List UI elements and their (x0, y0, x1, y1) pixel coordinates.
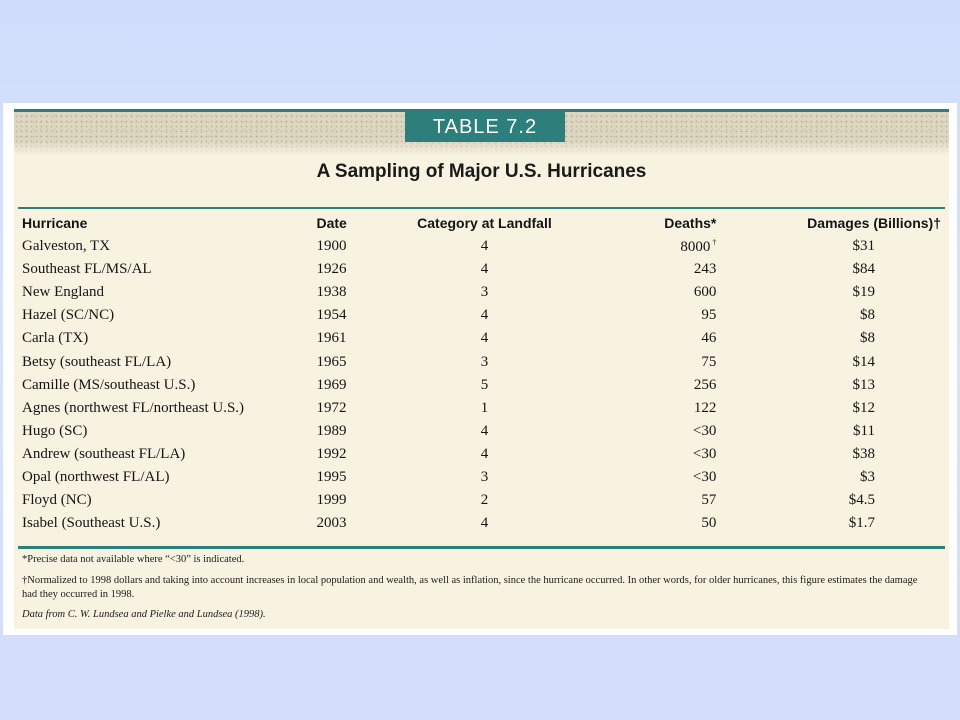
category-cell-text: 3 (480, 468, 489, 485)
category-cell-text: 3 (480, 284, 489, 301)
deaths-cell (604, 350, 716, 373)
date-cell-text: 1972 (316, 399, 347, 416)
column-header-category: Category at Landfall (417, 214, 552, 231)
deaths-cell (604, 512, 716, 535)
damages-cell-text: $31 (852, 238, 875, 255)
damages-cell (716, 258, 945, 281)
date-cell-text: 1961 (316, 330, 347, 347)
table-row (18, 304, 945, 327)
deaths-cell-text: 122 (693, 399, 717, 416)
table-row (18, 466, 945, 489)
category-cell (365, 235, 605, 258)
table-body (18, 235, 945, 535)
damages-cell (716, 443, 945, 466)
date-cell-text: 1995 (316, 468, 347, 485)
deaths-cell (604, 374, 716, 397)
deaths-cell (604, 489, 716, 512)
header-top-rule (18, 207, 945, 209)
damages-cell-text: $8 (860, 330, 875, 347)
category-cell (365, 281, 605, 304)
table-title: A Sampling of Major U.S. Hurricanes (316, 161, 647, 182)
hurricane-name-cell-text: Opal (northwest FL/AL) (22, 468, 170, 485)
damages-cell-text: $4.5 (848, 492, 875, 509)
category-cell-text: 5 (480, 376, 489, 393)
damages-cell (716, 512, 945, 535)
hurricane-name-cell-text: Galveston, TX (22, 238, 111, 255)
damages-cell (716, 304, 945, 327)
damages-cell (716, 397, 945, 420)
deaths-cell (604, 304, 716, 327)
column-header-damages: Damages (Billions)† (807, 214, 941, 231)
date-cell (317, 350, 365, 373)
deaths-cell (604, 443, 716, 466)
hurricane-name-cell-text: Isabel (Southeast U.S.) (22, 515, 161, 532)
hurricane-name-cell-text: Carla (TX) (22, 330, 89, 347)
deaths-cell-text: 95 (701, 307, 717, 324)
footnote-source: Data from C. W. Lundsea and Pielke and Lundsea (1998). (22, 609, 266, 620)
damages-cell-text: $38 (852, 445, 875, 462)
date-cell (317, 374, 365, 397)
category-cell-text: 3 (480, 353, 489, 370)
date-cell-text: 1999 (316, 492, 347, 509)
date-cell (317, 281, 365, 304)
deaths-cell-text: <30 (692, 445, 717, 462)
deaths-cell-text: 243 (693, 261, 717, 278)
category-cell-text: 4 (480, 422, 489, 439)
hurricane-name-cell (18, 258, 317, 281)
deaths-cell (604, 258, 716, 281)
category-cell (365, 466, 605, 489)
damages-cell-text: $12 (852, 399, 875, 416)
deaths-cell (604, 466, 716, 489)
deaths-cell-text: 75 (701, 353, 717, 370)
date-cell-text: 1992 (316, 445, 347, 462)
date-cell-text: 1954 (316, 307, 347, 324)
damages-cell-text: $1.7 (848, 515, 875, 532)
column-header-hurricane: Hurricane (22, 214, 88, 231)
category-cell (365, 350, 605, 373)
date-cell-text: 1969 (316, 376, 347, 393)
hurricane-name-cell-text: Camille (MS/southeast U.S.) (22, 376, 196, 393)
hurricane-name-cell (18, 304, 317, 327)
hurricane-name-cell-text: New England (22, 284, 105, 301)
column-header-date: Date (316, 214, 347, 231)
dagger-mark: † (712, 237, 717, 247)
date-cell (317, 327, 365, 350)
hurricane-name-cell (18, 350, 317, 373)
hurricane-name-cell (18, 281, 317, 304)
deaths-cell-text: 600 (693, 284, 717, 301)
damages-cell (716, 235, 945, 258)
deaths-cell (604, 420, 716, 443)
deaths-cell-text: 46 (701, 330, 717, 347)
category-cell-text: 4 (480, 445, 489, 462)
category-cell (365, 443, 605, 466)
table-row (18, 374, 945, 397)
category-cell-text: 4 (480, 515, 489, 532)
date-cell-text: 1989 (316, 422, 347, 439)
damages-cell (716, 350, 945, 373)
damages-cell-text: $19 (852, 284, 875, 301)
deaths-cell (604, 397, 716, 420)
deaths-cell-text: 256 (693, 376, 717, 393)
table-row (18, 443, 945, 466)
slide-panel (3, 103, 957, 635)
date-cell (317, 489, 365, 512)
category-cell-text: 2 (480, 492, 489, 509)
category-cell (365, 489, 605, 512)
category-cell-text: 4 (480, 307, 489, 324)
hurricane-name-cell (18, 466, 317, 489)
category-cell-text: 4 (480, 261, 489, 278)
damages-cell (716, 466, 945, 489)
hurricane-name-cell (18, 489, 317, 512)
date-cell-text: 1938 (316, 284, 347, 301)
deaths-cell-text: 57 (701, 492, 717, 509)
table-row (18, 350, 945, 373)
hurricane-name-cell (18, 397, 317, 420)
deaths-cell-text: <30 (692, 468, 717, 485)
category-cell (365, 374, 605, 397)
category-cell-text: 4 (480, 238, 489, 255)
damages-cell-text: $14 (852, 353, 875, 370)
category-cell (365, 304, 605, 327)
damages-cell (716, 420, 945, 443)
hurricane-name-cell (18, 374, 317, 397)
damages-cell-text: $3 (860, 468, 875, 485)
table-row (18, 258, 945, 281)
hurricane-name-cell-text: Hazel (SC/NC) (22, 307, 115, 324)
table-label: TABLE 7.2 (405, 112, 565, 142)
date-cell-text: 1926 (316, 261, 347, 278)
hurricane-name-cell-text: Southeast FL/MS/AL (22, 261, 152, 278)
date-cell (317, 466, 365, 489)
date-cell (317, 258, 365, 281)
column-header-deaths: Deaths* (664, 214, 717, 231)
damages-cell-text: $11 (853, 422, 875, 439)
table-row (18, 327, 945, 350)
footnote-asterisk: *Precise data not available where “<30” is indicated. (22, 554, 245, 565)
hurricane-name-cell-text: Andrew (southeast FL/LA) (22, 445, 186, 462)
date-cell (317, 235, 365, 258)
category-cell-text: 4 (480, 330, 489, 347)
table-row (18, 420, 945, 443)
footnote-dagger: †Normalized to 1998 dollars and taking into account increases in local population and wealth, as well as inflation, since the hurricane occurred. In other words, for older hurricanes, this figure estimates the damage had they occurred in 1998. (22, 575, 918, 600)
date-cell (317, 443, 365, 466)
table-row (18, 512, 945, 535)
damages-cell-text: $84 (852, 261, 875, 278)
table-row (18, 397, 945, 420)
date-cell (317, 304, 365, 327)
date-cell (317, 420, 365, 443)
hurricane-table (18, 210, 945, 535)
damages-cell-text: $8 (860, 307, 875, 324)
date-cell (317, 397, 365, 420)
category-cell (365, 327, 605, 350)
hurricane-name-cell (18, 327, 317, 350)
damages-cell (716, 281, 945, 304)
date-cell-text: 1965 (316, 353, 347, 370)
damages-cell (716, 489, 945, 512)
hurricane-name-cell-text: Betsy (southeast FL/LA) (22, 353, 172, 370)
damages-cell (716, 327, 945, 350)
hurricane-name-cell-text: Agnes (northwest FL/northeast U.S.) (22, 399, 245, 416)
category-cell (365, 258, 605, 281)
date-cell (317, 512, 365, 535)
category-cell (365, 512, 605, 535)
hurricane-name-cell (18, 235, 317, 258)
hurricane-name-cell-text: Hugo (SC) (22, 422, 88, 439)
date-cell-text: 1900 (316, 238, 347, 255)
table-bottom-rule (18, 546, 945, 549)
deaths-cell-text: 8000 (680, 238, 711, 255)
deaths-cell-text: <30 (692, 422, 717, 439)
hurricane-name-cell (18, 443, 317, 466)
hurricane-name-cell (18, 512, 317, 535)
deaths-cell (604, 235, 716, 258)
date-cell-text: 2003 (316, 515, 347, 532)
table-row (18, 489, 945, 512)
category-cell (365, 397, 605, 420)
damages-cell-text: $13 (852, 376, 875, 393)
table-header-row (18, 210, 945, 235)
table-row (18, 281, 945, 304)
deaths-cell (604, 327, 716, 350)
table-row (18, 235, 945, 258)
category-cell (365, 420, 605, 443)
damages-cell (716, 374, 945, 397)
table-card (14, 109, 949, 629)
deaths-cell (604, 281, 716, 304)
category-cell-text: 1 (480, 399, 489, 416)
hurricane-name-cell (18, 420, 317, 443)
deaths-cell-text: 50 (701, 515, 717, 532)
hurricane-name-cell-text: Floyd (NC) (22, 492, 92, 509)
